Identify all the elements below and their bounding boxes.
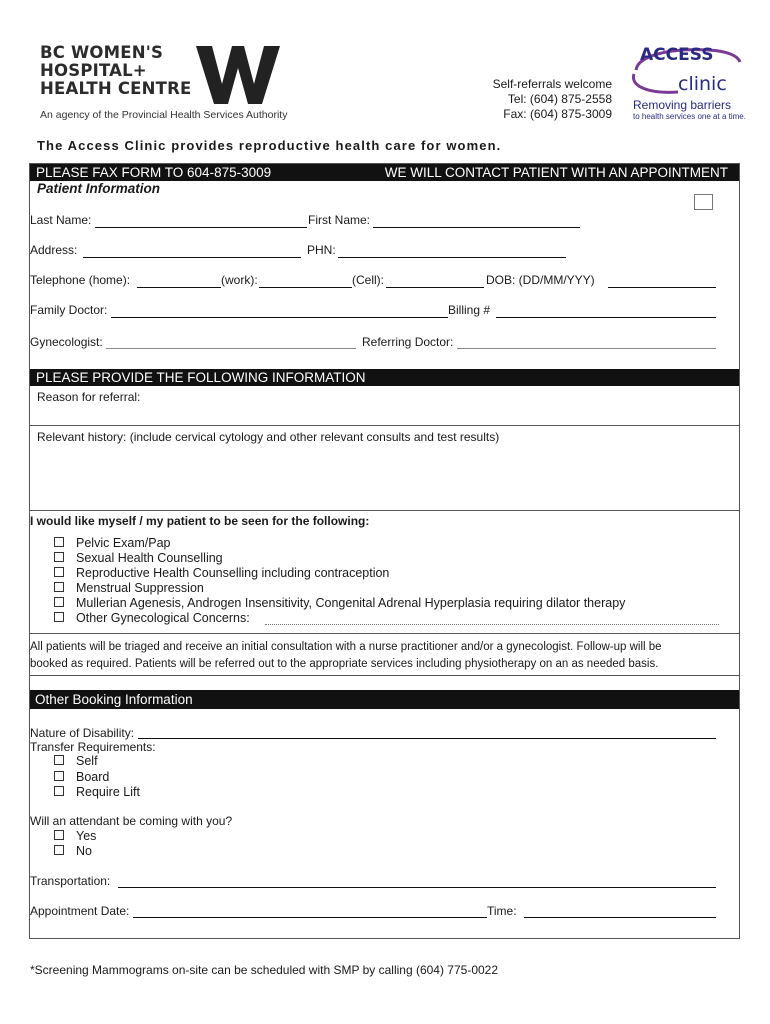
family-doctor-label: Family Doctor: xyxy=(30,303,108,317)
clinic-logo-top: ACCESS xyxy=(640,45,714,65)
mammogram-footnote: *Screening Mammograms on-site can be scheduled with SMP by calling (604) 775-0022 xyxy=(30,963,499,977)
phn-label: PHN: xyxy=(307,243,336,257)
first-name-field[interactable] xyxy=(373,227,580,228)
access-clinic-logo xyxy=(628,40,748,124)
referring-doctor-field[interactable] xyxy=(457,348,716,349)
phn-field[interactable] xyxy=(338,257,566,258)
service-label: Menstrual Suppression xyxy=(76,581,204,595)
transfer-option-board[interactable] xyxy=(54,770,109,784)
disability-field[interactable] xyxy=(138,738,716,739)
triage-note xyxy=(30,639,742,673)
service-label: Other Gynecological Concerns: xyxy=(76,611,250,625)
checkbox-top-right[interactable] xyxy=(694,194,713,210)
history-label: Relevant history: (include cervical cytology and other relevant consults and test results) xyxy=(37,430,500,444)
hospital-name-line1: BC WOMEN'S xyxy=(40,43,164,62)
gynecologist-field[interactable] xyxy=(106,348,356,349)
option-label: Self xyxy=(76,754,98,768)
service-label: Pelvic Exam/Pap xyxy=(76,536,171,550)
last-name-field[interactable] xyxy=(95,227,307,228)
checkbox[interactable] xyxy=(54,582,64,592)
billing-field[interactable] xyxy=(496,317,716,318)
option-label: Board xyxy=(76,770,110,784)
transfer-option-require-lift[interactable] xyxy=(54,785,140,799)
option-label: Require Lift xyxy=(76,785,140,799)
booking-info-bar xyxy=(30,690,739,709)
checkbox[interactable] xyxy=(54,537,64,547)
transfer-option-self[interactable] xyxy=(54,754,98,768)
agency-text: An agency of the Provincial Health Services Authority xyxy=(40,109,288,121)
patient-info-heading: Patient Information xyxy=(37,181,161,196)
divider xyxy=(30,510,739,511)
first-name-label: First Name: xyxy=(308,213,371,227)
service-item-mullerian-agenesis[interactable] xyxy=(54,596,625,610)
triage-note-line1: All patients will be triaged and receive an initial consultation with a nurse practitioner and/or a gynecologist. Follow-up will be xyxy=(30,641,662,653)
clinic-tagline-2: to health services one at a time. xyxy=(633,112,746,121)
checkbox[interactable] xyxy=(54,845,64,855)
attendant-option-yes[interactable] xyxy=(54,829,96,843)
checkbox[interactable] xyxy=(54,786,64,796)
contact-notice: WE WILL CONTACT PATIENT WITH AN APPOINTMENT xyxy=(384,165,728,180)
telephone-cell-label: (Cell): xyxy=(352,273,384,287)
service-item-pelvic-exam[interactable] xyxy=(54,536,170,550)
checkbox[interactable] xyxy=(54,552,64,562)
address-label: Address: xyxy=(30,243,78,257)
other-concerns-field[interactable] xyxy=(265,624,719,625)
checkbox[interactable] xyxy=(54,597,64,607)
service-item-other-concerns[interactable] xyxy=(54,611,250,625)
contact-info xyxy=(470,77,612,122)
last-name-label: Last Name: xyxy=(30,213,92,227)
dob-field[interactable] xyxy=(608,287,716,288)
divider xyxy=(30,675,739,676)
transportation-field[interactable] xyxy=(118,887,716,888)
intro-statement: The Access Clinic provides reproductive health care for women. xyxy=(37,138,502,153)
telephone-home-field[interactable] xyxy=(137,287,221,288)
checkbox[interactable] xyxy=(54,771,64,781)
family-doctor-field[interactable] xyxy=(111,317,448,318)
service-item-sexual-health[interactable] xyxy=(54,551,223,565)
divider xyxy=(30,633,739,634)
service-item-menstrual-suppression[interactable] xyxy=(54,581,204,595)
checkbox[interactable] xyxy=(54,612,64,622)
provide-info-heading: PLEASE PROVIDE THE FOLLOWING INFORMATION xyxy=(36,370,366,385)
attendant-label: Will an attendant be coming with you? xyxy=(30,814,233,828)
attendant-option-no[interactable] xyxy=(54,844,92,858)
appointment-date-label: Appointment Date: xyxy=(30,904,130,918)
time-field[interactable] xyxy=(524,917,716,918)
triage-note-line2: booked as required. Patients will be referred out to the appropriate services including physiotherapy on an as needed basis. xyxy=(30,658,659,670)
billing-label: Billing # xyxy=(448,303,491,317)
provide-info-bar xyxy=(30,369,739,386)
telephone-work-label: (work): xyxy=(221,273,258,287)
checkbox[interactable] xyxy=(54,567,64,577)
telephone-text: Tel: (604) 875-2558 xyxy=(507,92,612,106)
checkbox[interactable] xyxy=(54,755,64,765)
fax-text: Fax: (604) 875-3009 xyxy=(503,107,612,121)
service-label: Mullerian Agenesis, Androgen Insensitivity, Congenital Adrenal Hyperplasia requiring dilator therapy xyxy=(76,596,626,610)
disability-label: Nature of Disability: xyxy=(30,726,135,740)
checkbox[interactable] xyxy=(54,830,64,840)
fax-instruction: PLEASE FAX FORM TO 604-875-3009 xyxy=(36,165,272,180)
access-clinic-swoosh-icon xyxy=(628,40,748,98)
time-label: Time: xyxy=(487,904,517,918)
appointment-date-field[interactable] xyxy=(133,917,487,918)
telephone-home-label: Telephone (home): xyxy=(30,273,131,287)
divider xyxy=(30,425,739,426)
booking-info-heading: Other Booking Information xyxy=(35,692,193,707)
services-heading: I would like myself / my patient to be seen for the following: xyxy=(30,514,370,528)
clinic-tagline-1: Removing barriers xyxy=(633,98,732,112)
transfer-label: Transfer Requirements: xyxy=(30,740,156,754)
clinic-logo-bottom: clinic xyxy=(678,73,727,95)
referring-doctor-label: Referring Doctor: xyxy=(362,335,454,349)
telephone-cell-field[interactable] xyxy=(386,287,484,288)
history-field[interactable] xyxy=(30,446,739,510)
w-logo-icon xyxy=(196,46,286,106)
reason-label: Reason for referral: xyxy=(37,390,141,404)
gynecologist-label: Gynecologist: xyxy=(30,335,103,349)
hospital-logo-text xyxy=(40,44,191,98)
self-referral-text: Self-referrals welcome xyxy=(492,77,612,91)
option-label: No xyxy=(76,844,92,858)
address-field[interactable] xyxy=(83,257,301,258)
reason-field[interactable] xyxy=(30,405,739,425)
service-item-reproductive-health[interactable] xyxy=(54,566,389,580)
fax-instruction-bar xyxy=(30,164,739,181)
telephone-work-field[interactable] xyxy=(259,287,352,288)
dob-label: DOB: (DD/MM/YYY) xyxy=(486,273,595,287)
hospital-name-line2: HOSPITAL+ xyxy=(40,61,147,80)
option-label: Yes xyxy=(76,829,97,843)
hospital-name-line3: HEALTH CENTRE xyxy=(40,79,192,98)
service-label: Sexual Health Counselling xyxy=(76,551,223,565)
service-label: Reproductive Health Counselling including contraception xyxy=(76,566,390,580)
transportation-label: Transportation: xyxy=(30,874,111,888)
